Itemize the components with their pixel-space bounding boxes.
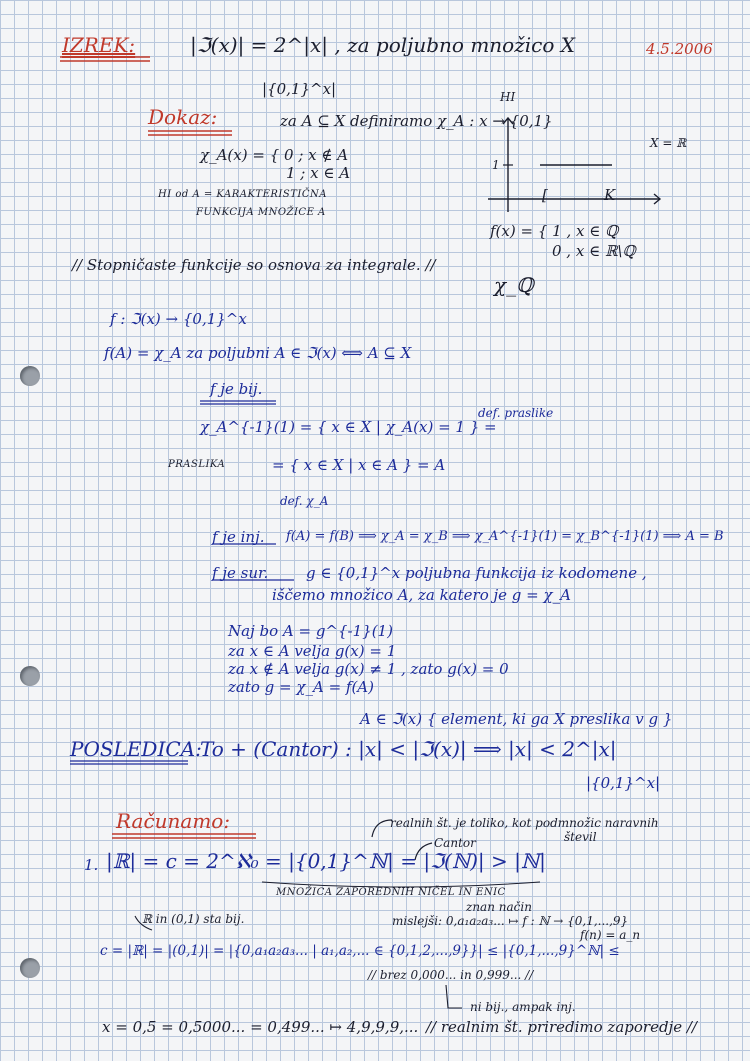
- chi-q: χ_ℚ: [494, 273, 534, 297]
- bij-label: f je bij.: [210, 380, 263, 398]
- item-number-1: 1.: [84, 856, 99, 874]
- cantor-label: Cantor: [434, 836, 476, 850]
- graph-one: 1: [492, 158, 500, 172]
- element-note: A ∈ ℑ(x) { element, ki ga X preslika v g }: [360, 710, 673, 728]
- note-char-1: HI od A = KARAKTERISTIČNA: [158, 189, 327, 200]
- inverse-2: = { x ∈ X | x ∈ A } = A: [272, 456, 446, 474]
- def-chi: def. χ_A: [280, 494, 329, 508]
- last-note: // realnim št. priredimo zaporedje //: [426, 1018, 697, 1036]
- corollary-text: To + (Cantor) : |x| < |ℑ(x)| ⟹ |x| < 2^|x|: [200, 737, 617, 761]
- step-functions-note: // Stopničaste funkcije so osnova za integrale. //: [72, 256, 436, 274]
- sur-line-2: iščemo množico A, za katero je g = χ_A: [272, 586, 571, 604]
- note-char-2: FUNKCIJA MNOŽICE A: [196, 207, 326, 218]
- mislejsi: mislejši: 0,a₁a₂a₃... ↦ f : ℕ → {0,1,...,9}: [392, 914, 629, 928]
- graph-bracket: [: [542, 186, 548, 204]
- ni-bij: ni bij., ampak inj.: [470, 1000, 576, 1014]
- dirichlet-top: f(x) = { 1 , x ∈ ℚ: [490, 222, 619, 240]
- sur-line-1: g ∈ {0,1}^x poljubna funkcija iz kodomene ,: [306, 564, 647, 582]
- eq1-note: MNOŽICA ZAPOREDNIH NIČEL IN ENIC: [276, 887, 506, 898]
- sur-label: f je sur.: [212, 564, 269, 582]
- theorem-label: IZREK:: [62, 33, 136, 57]
- rin-note: ℝ in (0,1) sta bij.: [142, 912, 245, 926]
- char-def-top: χ_A(x) = { 0 ; x ∉ A: [200, 146, 349, 164]
- last-line: x = 0,5 = 0,5000... = 0,499... ↦ 4,9,9,9,...: [102, 1018, 419, 1036]
- hi-label: HI: [500, 90, 516, 104]
- note-real-2: števil: [564, 830, 597, 844]
- char-def-bot: 1 ; x ∈ A: [286, 164, 351, 182]
- naj-2: za x ∈ A velja g(x) = 1: [228, 642, 397, 660]
- naj-4: zato g = χ_A = f(A): [228, 678, 374, 696]
- inj-label: f je inj.: [212, 528, 265, 546]
- f-A: f(A) = χ_A za poljubni A ∈ ℑ(x) ⟺ A ⊆ X: [104, 344, 412, 362]
- naj-1: Naj bo A = g^{-1}(1): [228, 622, 393, 640]
- date: 4.5.2006: [646, 40, 713, 58]
- theorem-statement: |ℑ(x)| = 2^|x| , za poljubno množico X: [190, 33, 575, 57]
- praslika-label: PRASLIKA: [168, 459, 226, 470]
- theorem-under: |{0,1}^x|: [262, 80, 337, 98]
- brez: // brez 0,000... in 0,999... //: [368, 968, 534, 982]
- f-n: f(n) = a_n: [580, 928, 641, 942]
- eq2: c = |ℝ| = |(0,1)| = |{0,a₁a₂a₃... | a₁,a₂,... ∈ {0,1,2,...,9}}| ≤ |{0,1,...,9}^ℕ| ≤: [100, 943, 620, 959]
- compute-label: Računamo:: [116, 809, 231, 833]
- note-real: realnih št. je toliko, kot podmnožic naravnih: [390, 816, 659, 830]
- proof-line1: za A ⊆ X definiramo χ_A : x → {0,1}: [280, 112, 553, 130]
- graph-k: K: [604, 186, 616, 204]
- f-def: f : ℑ(x) → {0,1}^x: [110, 310, 247, 328]
- x-to-r: X = ℝ: [650, 136, 687, 150]
- dirichlet-bot: 0 , x ∈ ℝ\ℚ: [552, 242, 636, 260]
- naj-3: za x ∉ A velja g(x) ≠ 1 , zato g(x) = 0: [228, 660, 509, 678]
- znan-nacin: znan način: [466, 900, 532, 914]
- eq1: |ℝ| = c = 2^ℵ₀ = |{0,1}^ℕ| = |ℑ(ℕ)| > |ℕ|: [106, 849, 546, 873]
- corollary-label: POSLEDICA:: [70, 737, 202, 761]
- inverse-1: χ_A^{-1}(1) = { x ∈ X | χ_A(x) = 1 } =: [200, 418, 497, 436]
- corollary-under: |{0,1}^x|: [586, 774, 661, 792]
- inj-chain: f(A) = f(B) ⟹ χ_A = χ_B ⟹ χ_A^{-1}(1) = χ_B^{-1}(1) ⟹ A = B: [286, 529, 724, 544]
- def-praslike: def. praslike: [478, 406, 554, 420]
- proof-label: Dokaz:: [148, 105, 218, 129]
